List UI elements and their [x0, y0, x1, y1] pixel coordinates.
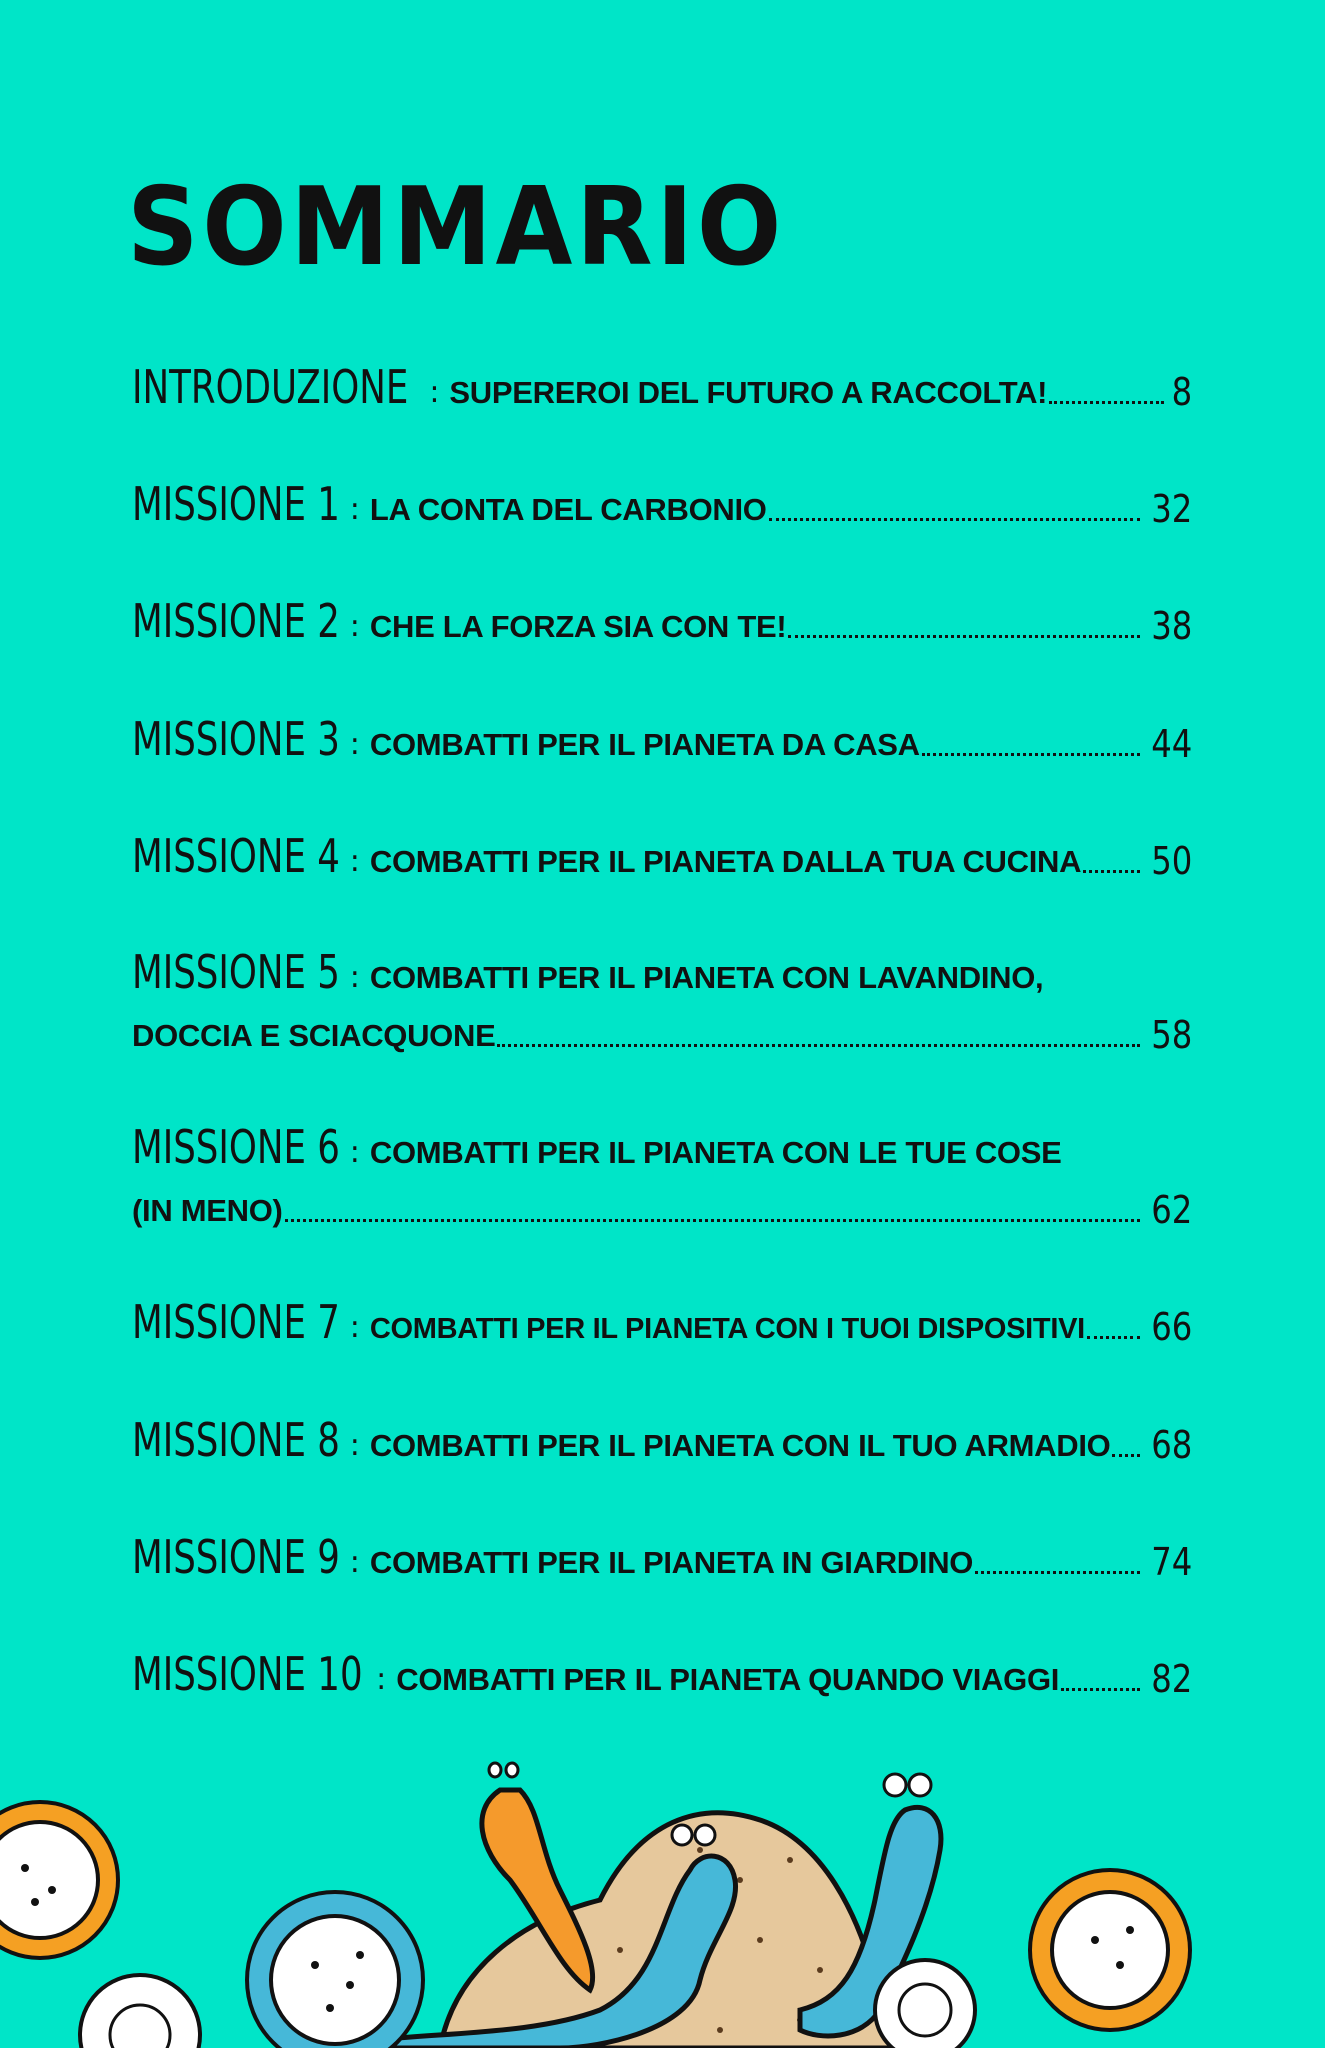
toc-entry-heading: MISSIONE 2: [132, 594, 340, 648]
toc-entry-missione-7[interactable]: MISSIONE 7 : COMBATTI PER IL PIANETA CON I TUOI DISPOSITIVI 66: [132, 1295, 1192, 1349]
leader-dots: [285, 1219, 1140, 1222]
toc-entry-heading: MISSIONE 10: [132, 1647, 363, 1701]
toc-entry-missione-10[interactable]: MISSIONE 10 : COMBATTI PER IL PIANETA QUANDO VIAGGI 82: [132, 1647, 1192, 1701]
toc-page-number: 58: [1150, 1013, 1192, 1057]
toc-entry-title-continued: (IN MENO): [132, 1193, 283, 1228]
leader-dots: [1049, 401, 1164, 404]
flower-icon: [0, 1802, 118, 1958]
toc-page-number: 68: [1150, 1423, 1192, 1467]
toc-entry-title: SUPEREROI DEL FUTURO A RACCOLTA!: [449, 375, 1048, 410]
toc-entry-heading: MISSIONE 7: [132, 1295, 340, 1349]
toc-entry-heading: MISSIONE 6: [132, 1120, 340, 1174]
toc-entry-title: COMBATTI PER IL PIANETA CON I TUOI DISPOSITIVI: [369, 1313, 1085, 1345]
toc-page-number: 82: [1150, 1657, 1192, 1701]
toc-entry-missione-6[interactable]: MISSIONE 6 : COMBATTI PER IL PIANETA CON LE TUE COSE (IN MENO) 62: [132, 1120, 1192, 1232]
toc-entry-missione-9[interactable]: MISSIONE 9 : COMBATTI PER IL PIANETA IN GIARDINO 74: [132, 1530, 1192, 1584]
toc-entry-title-continued: DOCCIA E SCIACQUONE: [132, 1018, 496, 1053]
toc-entry-title: COMBATTI PER IL PIANETA QUANDO VIAGGI: [396, 1662, 1060, 1697]
leader-dots: [769, 518, 1140, 521]
toc-entry-introduzione[interactable]: INTRODUZIONE : SUPEREROI DEL FUTURO A RACCOLTA! 8: [132, 360, 1192, 414]
toc-entry-missione-5[interactable]: MISSIONE 5 : COMBATTI PER IL PIANETA CON LAVANDINO, DOCCIA E SCIACQUONE 58: [132, 945, 1192, 1057]
toc-page-number: 32: [1150, 487, 1192, 531]
toc-page-number: 44: [1150, 722, 1192, 766]
toc-entry-heading: MISSIONE 1: [132, 477, 340, 531]
toc-entry-title: COMBATTI PER IL PIANETA CON LE TUE COSE: [369, 1135, 1062, 1170]
leader-dots: [1061, 1688, 1140, 1691]
toc-entry-heading: MISSIONE 3: [132, 712, 340, 766]
flower-icon: [1030, 1870, 1190, 2030]
toc-entry-missione-1[interactable]: MISSIONE 1 : LA CONTA DEL CARBONIO 32: [132, 477, 1192, 531]
leader-dots: [1112, 1454, 1139, 1457]
flower-icon: [80, 1975, 200, 2048]
toc-entry-heading: MISSIONE 8: [132, 1413, 340, 1467]
toc-page-number: 62: [1150, 1188, 1192, 1232]
toc-entry-title: COMBATTI PER IL PIANETA DALLA TUA CUCINA: [369, 844, 1082, 879]
toc-entry-title: LA CONTA DEL CARBONIO: [369, 492, 767, 527]
illustration-garden: [0, 1740, 1325, 2048]
page-title: SOMMARIO: [127, 165, 786, 290]
leader-dots: [975, 1571, 1140, 1574]
toc-entry-missione-4[interactable]: MISSIONE 4 : COMBATTI PER IL PIANETA DALLA TUA CUCINA 50: [132, 829, 1192, 883]
toc-entry-heading: MISSIONE 5: [132, 945, 340, 999]
toc-entry-missione-3[interactable]: MISSIONE 3 : COMBATTI PER IL PIANETA DA CASA 44: [132, 712, 1192, 766]
toc-page-number: 8: [1171, 370, 1192, 414]
leader-dots: [1087, 1336, 1140, 1339]
leader-dots: [788, 635, 1139, 638]
toc-entry-title: COMBATTI PER IL PIANETA CON LAVANDINO,: [369, 960, 1044, 995]
toc-entry-missione-2[interactable]: MISSIONE 2 : CHE LA FORZA SIA CON TE! 38: [132, 594, 1192, 648]
leader-dots: [922, 753, 1140, 756]
toc-entry-title: CHE LA FORZA SIA CON TE!: [369, 609, 787, 644]
toc-page-number: 38: [1150, 604, 1192, 648]
toc-page-number: 74: [1150, 1540, 1192, 1584]
toc-entry-title: COMBATTI PER IL PIANETA IN GIARDINO: [369, 1545, 974, 1580]
leader-dots: [497, 1044, 1139, 1047]
leader-dots: [1083, 870, 1139, 873]
toc-entry-heading: INTRODUZIONE: [132, 360, 409, 414]
toc-entry-missione-8[interactable]: MISSIONE 8 : COMBATTI PER IL PIANETA CON IL TUO ARMADIO 68: [132, 1413, 1192, 1467]
toc-page-number: 66: [1150, 1305, 1192, 1349]
toc-entry-heading: MISSIONE 9: [132, 1530, 340, 1584]
toc-entry-title: COMBATTI PER IL PIANETA CON IL TUO ARMADIO: [369, 1428, 1111, 1463]
toc-entry-title: COMBATTI PER IL PIANETA DA CASA: [369, 727, 920, 762]
flower-icon: [875, 1960, 975, 2048]
toc-entry-heading: MISSIONE 4: [132, 829, 340, 883]
toc-page-number: 50: [1150, 839, 1192, 883]
flower-icon: [247, 1892, 423, 2048]
